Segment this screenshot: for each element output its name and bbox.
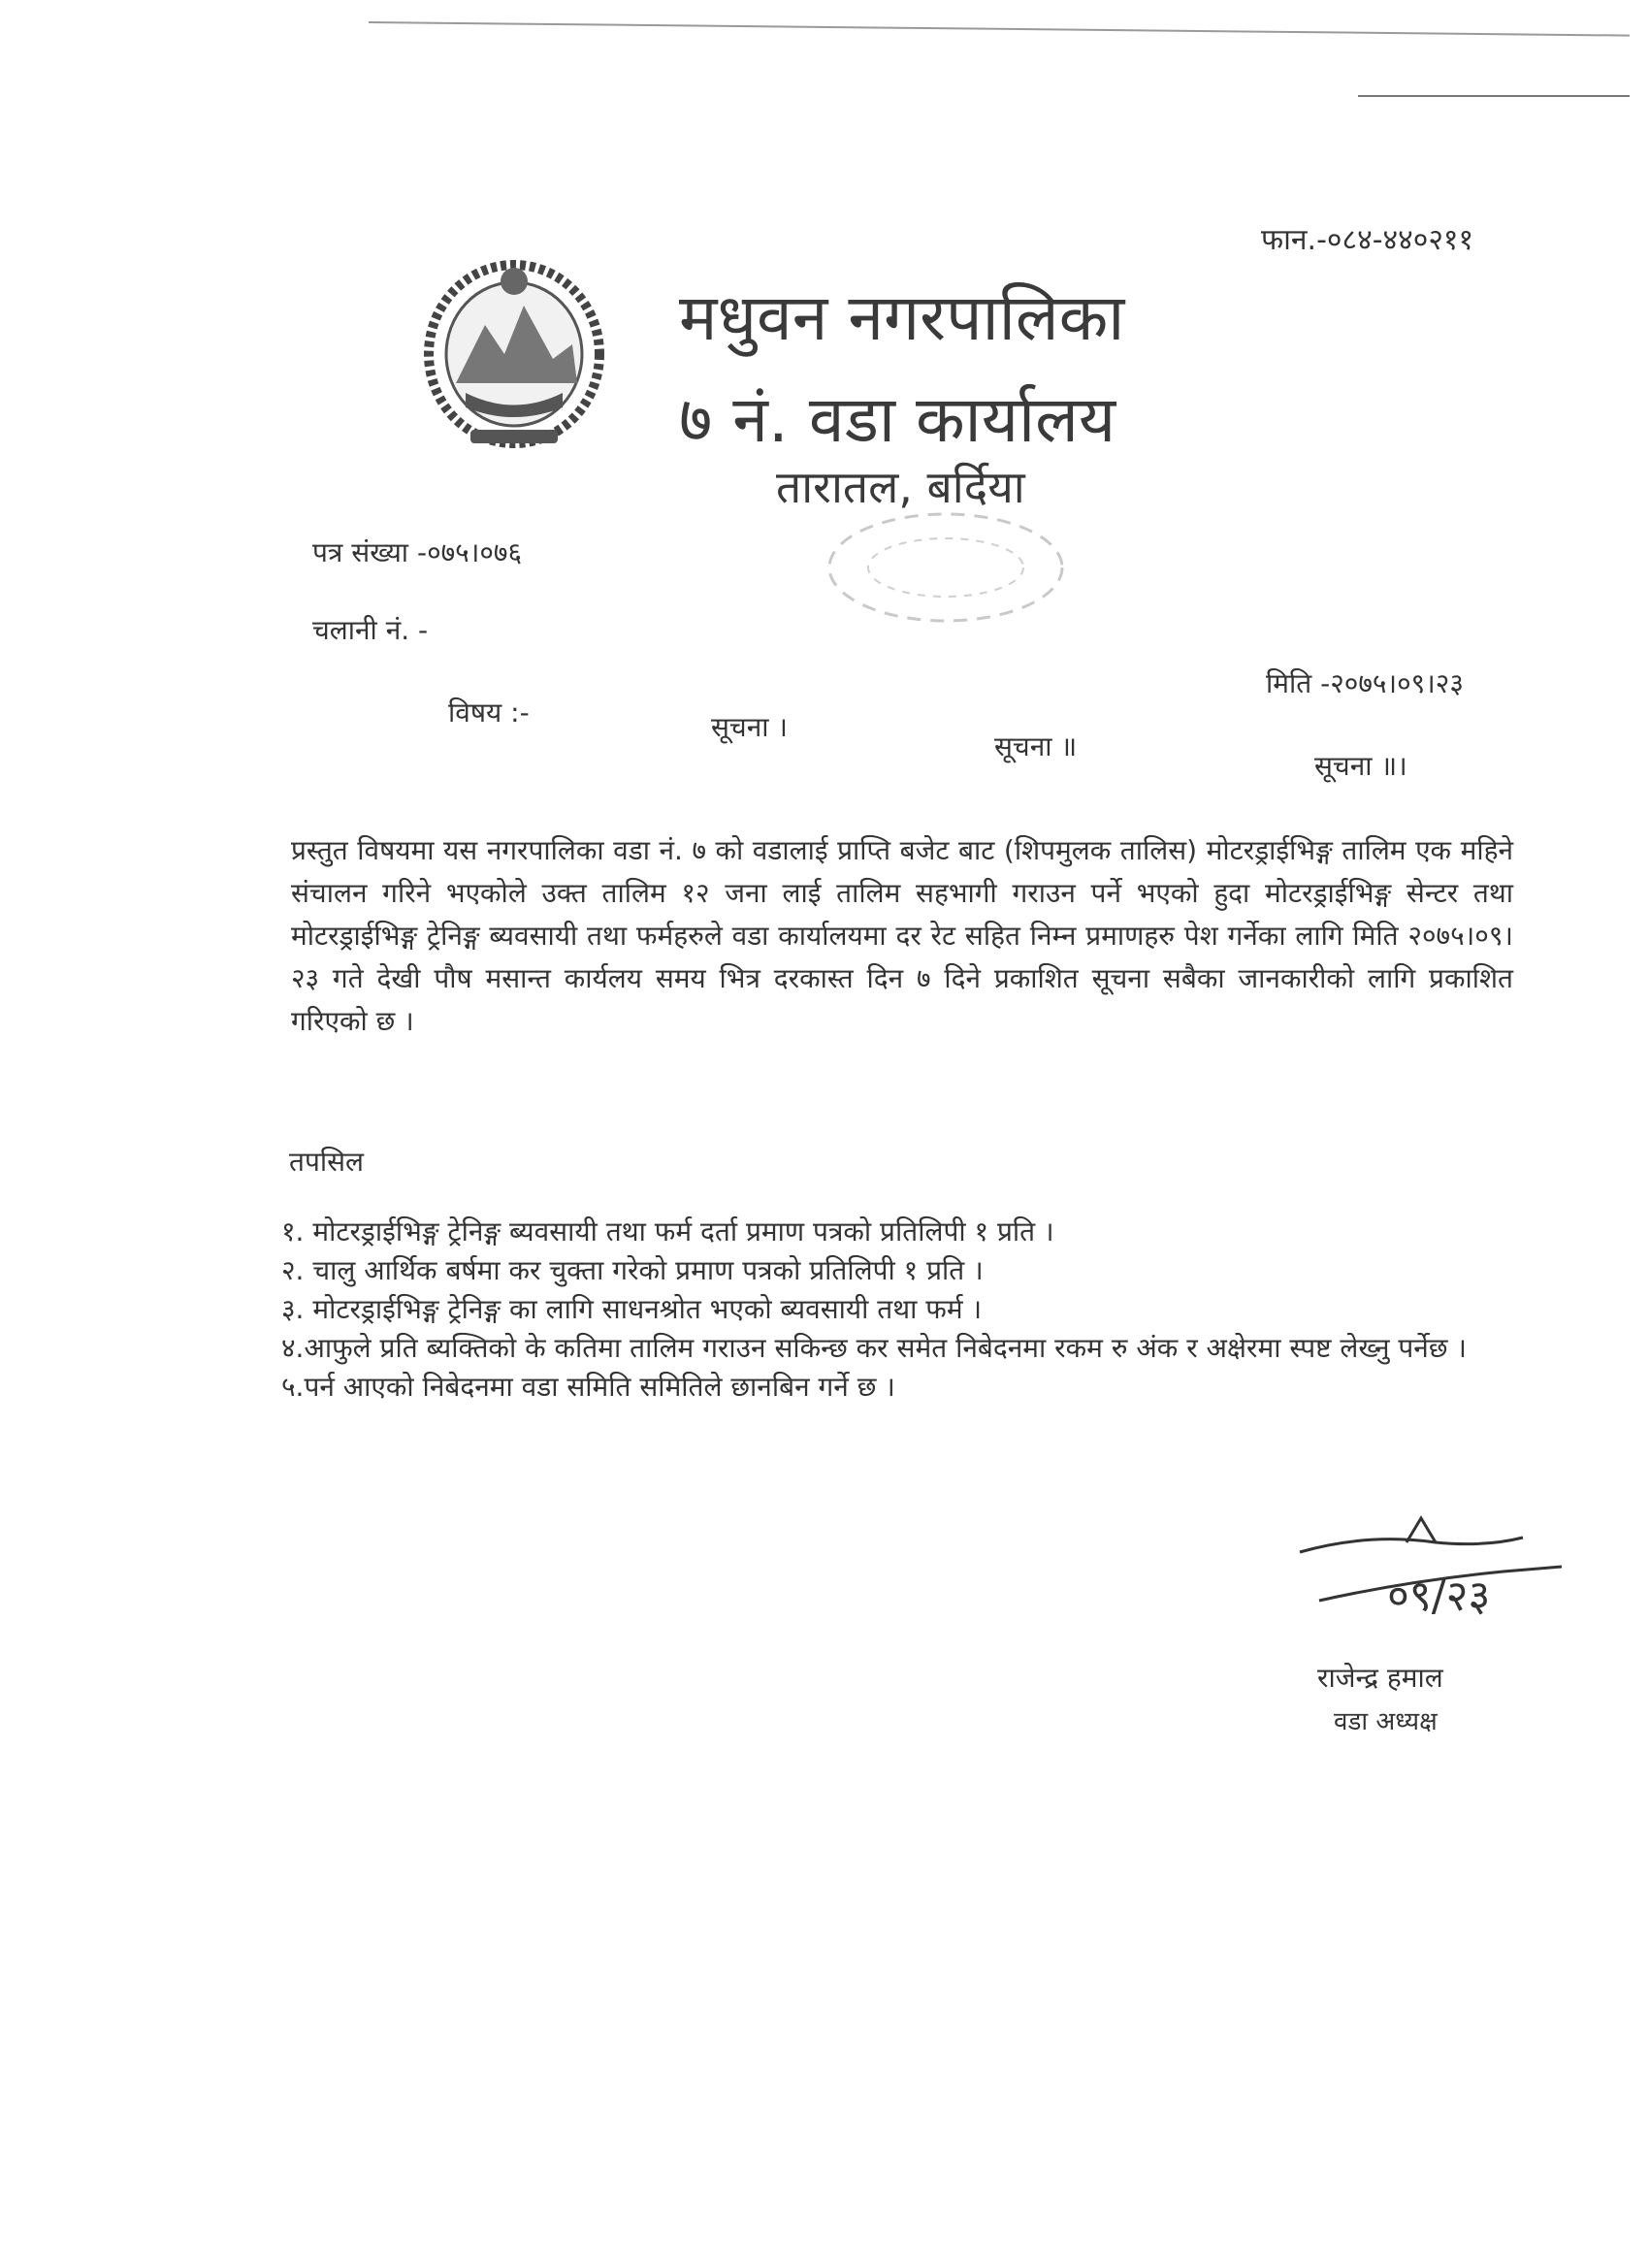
list-item: २. चालु आर्थिक बर्षमा कर चुक्ता गरेको प्रमाण पत्रको प्रतिलिपी १ प्रति । (281, 1254, 984, 1286)
handwritten-signature (1290, 1513, 1581, 1639)
list-item: १. मोटरड्राईभिङ्ग ट्रेनिङ्ग ब्यवसायी तथा फर्म दर्ता प्रमाण पत्रको प्रतिलिपी १ प्रति । (281, 1215, 1054, 1247)
notice-paragraph: प्रस्तुत विषयमा यस नगरपालिका वडा नं. ७ को वडालाई प्राप्ति बजेट बाट (शिपमुलक तालिस) मोटरड्राईभिङ्ग तालिम एक महिने संचालन गरिने भएकोले उक्त तालिम १२ जना लाई तालिम सहभागी गराउन पर्ने भएको हुदा मोटरड्राईभिङ्ग सेन्टर तथा मोटरड्राईभिङ्ग ट्रेनिङ्ग ब्यवसायी तथा फर्महरुले वडा कार्यालयमा दर रेट सहित निम्न प्रमाणहरु पेश गर्नेका लागि मिति २०७५।०९।२३ गते देखी पौष मसान्त कार्यलय समय भित्र दरकास्त दिन ७ दिने प्रकाशित सूचना सबैका जानकारीको लागि प्रकाशित गरिएको छ । (291, 834, 1513, 1037)
ward-office: ७ नं. वडा कार्यालय (679, 382, 1116, 457)
details-heading: तपसिल (289, 1146, 365, 1178)
requirements-list (281, 1213, 1523, 1407)
office-stamp-icon (820, 500, 1072, 635)
signer-name: राजेन्द्र हमाल (1317, 1662, 1443, 1694)
office-location: तारातल, बर्दिया (776, 461, 1025, 513)
dispatch-number: चलानी नं. - (312, 614, 429, 646)
scan-edge-line (1358, 95, 1630, 97)
subject-label: विषय :- (448, 697, 530, 729)
letter-date: मिति -२०७५।०९।२३ (1266, 667, 1464, 699)
subject-notice: सूचना ॥ (994, 730, 1078, 762)
subject-notice: सूचना ॥। (1314, 750, 1407, 782)
scan-edge-line (369, 21, 1630, 37)
nepal-emblem-icon (417, 247, 611, 456)
list-item: ३. मोटरड्राईभिङ्ग ट्रेनिङ्ग का लागि साधनश्रोत भएको ब्यवसायी तथा फर्म । (281, 1293, 983, 1325)
subject-notice: सूचना । (711, 711, 789, 743)
list-item: ५.पर्न आएको निबेदनमा वडा समिति समितिले छानबिन गर्ने छ । (281, 1371, 895, 1403)
phone-number: फान.-०८४-४४०२११ (1261, 223, 1474, 257)
office-name: मधुवन नगरपालिका (679, 280, 1125, 355)
list-item: ४.आफुले प्रति ब्यक्तिको के कतिमा तालिम गराउन सकिन्छ कर समेत निबेदनमा रकम रु अंक र अक्षेरमा स्पष्ट लेख्नु पर्नेछ । (281, 1332, 1467, 1364)
signer-title: वडा अध्यक्ष (1334, 1707, 1438, 1736)
signature-date: ०९/२३ (1387, 1571, 1491, 1621)
letter-number: पत्र संख्या -०७५।०७६ (312, 536, 523, 568)
